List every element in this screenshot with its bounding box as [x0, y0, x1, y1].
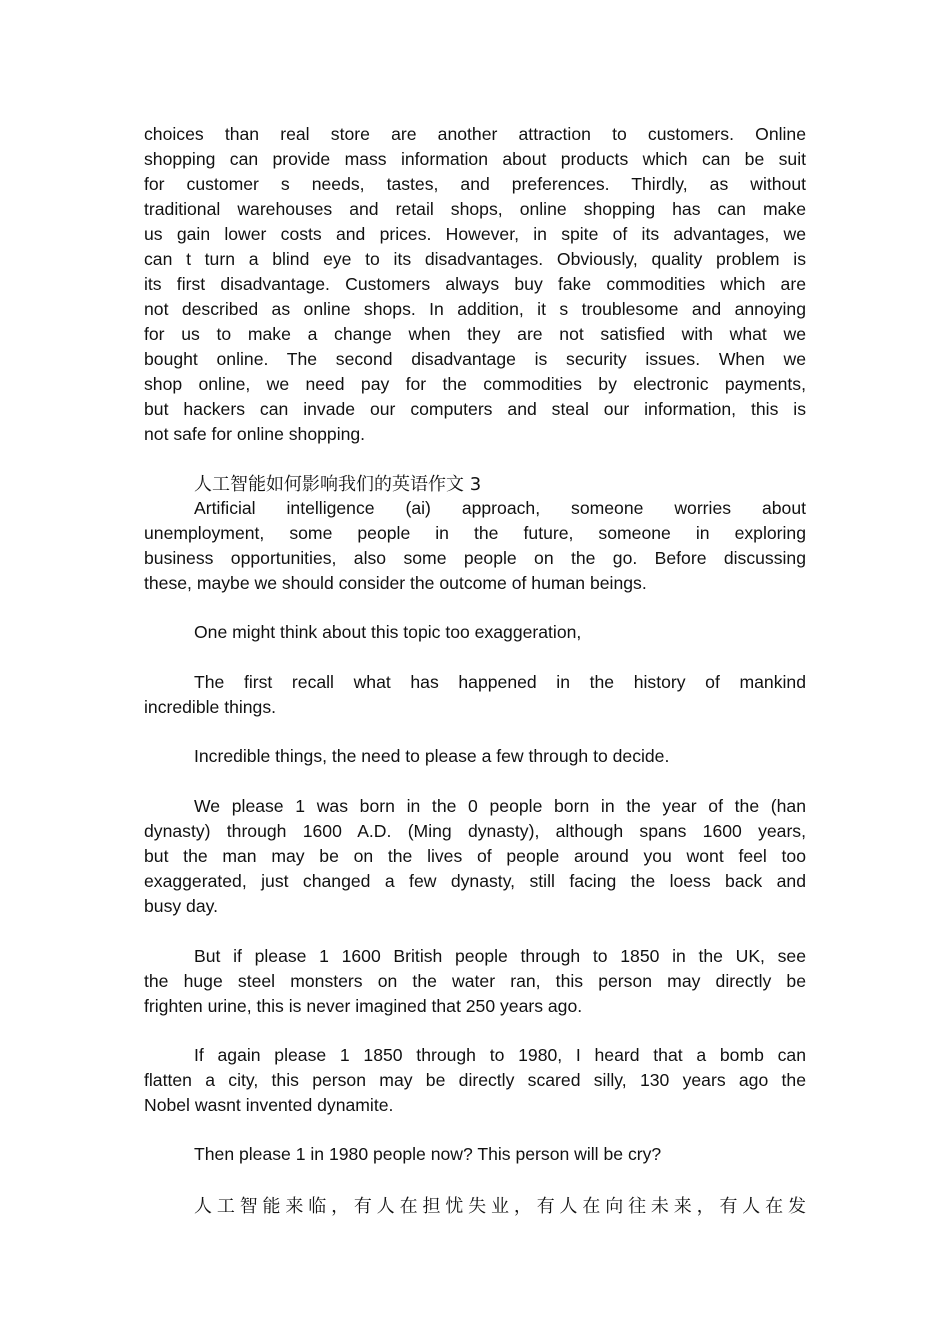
text-line: One might think about this topic too exaggeration, — [194, 622, 582, 642]
text-line: Artificial intelligence (ai) approach, someone worries about — [194, 498, 806, 518]
paragraph — [144, 744, 806, 769]
text-line: but the man may be on the lives of people around you wont feel too — [144, 846, 806, 866]
text-line: for us to make a change when they are not satisfied with what we — [144, 324, 806, 344]
paragraph — [144, 670, 806, 720]
text-line: exaggerated, just changed a few dynasty, still facing the loess back and — [144, 871, 806, 891]
paragraph — [144, 1194, 806, 1219]
text-line: the huge steel monsters on the water ran, this person may directly be — [144, 971, 806, 991]
text-line: but hackers can invade our computers and steal our information, this is — [144, 399, 806, 419]
text-line: We please 1 was born in the 0 people born in the year of the (han — [194, 796, 806, 816]
text-line: busy day. — [144, 896, 218, 916]
text-line: The first recall what has happened in the history of mankind — [194, 672, 806, 692]
text-line: for customer s needs, tastes, and preferences. Thirdly, as without — [144, 174, 806, 194]
text-line: traditional warehouses and retail shops, online shopping has can make — [144, 199, 806, 219]
text-line: Nobel wasnt invented dynamite. — [144, 1095, 394, 1115]
paragraph — [144, 944, 806, 1019]
text-line: shopping can provide mass information about products which can be suit — [144, 149, 806, 169]
paragraph — [144, 1142, 806, 1167]
text-line: But if please 1 1600 British people through to 1850 in the UK, see — [194, 946, 806, 966]
text-line: these, maybe we should consider the outcome of human beings. — [144, 573, 647, 593]
text-line: dynasty) through 1600 A.D. (Ming dynasty), although spans 1600 years, — [144, 821, 806, 841]
text-line: us gain lower costs and prices. However, in spite of its advantages, we — [144, 224, 806, 244]
text-line: Then please 1 in 1980 people now? This person will be cry? — [194, 1144, 662, 1164]
text-line: Incredible things, the need to please a few through to decide. — [194, 746, 670, 766]
paragraph — [144, 472, 806, 497]
text-line: business opportunities, also some people on the go. Before discussing — [144, 548, 806, 568]
text-line: If again please 1 1850 through to 1980, I heard that a bomb can — [194, 1045, 806, 1065]
text-line: unemployment, some people in the future, someone in exploring — [144, 523, 806, 543]
text-line: choices than real store are another attraction to customers. Online — [144, 124, 806, 144]
paragraph — [144, 1043, 806, 1118]
section-heading: 人工智能如何影响我们的英语作文 3 — [194, 474, 482, 495]
text-line: not safe for online shopping. — [144, 424, 366, 444]
paragraph — [144, 794, 806, 919]
text-line: incredible things. — [144, 697, 277, 717]
text-line: its first disadvantage. Customers always buy fake commodities which are — [144, 274, 806, 294]
text-line: not described as online shops. In addition, it s troublesome and annoying — [144, 299, 806, 319]
text-line: can t turn a blind eye to its disadvantages. Obviously, quality problem is — [144, 249, 806, 269]
text-line: 人工智能来临，有人在担忧失业，有人在向往未来，有人在发 — [194, 1196, 806, 1217]
text-line: bought online. The second disadvantage is security issues. When we — [144, 349, 806, 369]
text-line: flatten a city, this person may be directly scared silly, 130 years ago the — [144, 1070, 806, 1090]
paragraph — [144, 496, 806, 596]
text-line: frighten urine, this is never imagined that 250 years ago. — [144, 996, 583, 1016]
paragraph — [144, 620, 806, 645]
text-line: shop online, we need pay for the commodities by electronic payments, — [144, 374, 806, 394]
paragraph — [144, 122, 806, 447]
